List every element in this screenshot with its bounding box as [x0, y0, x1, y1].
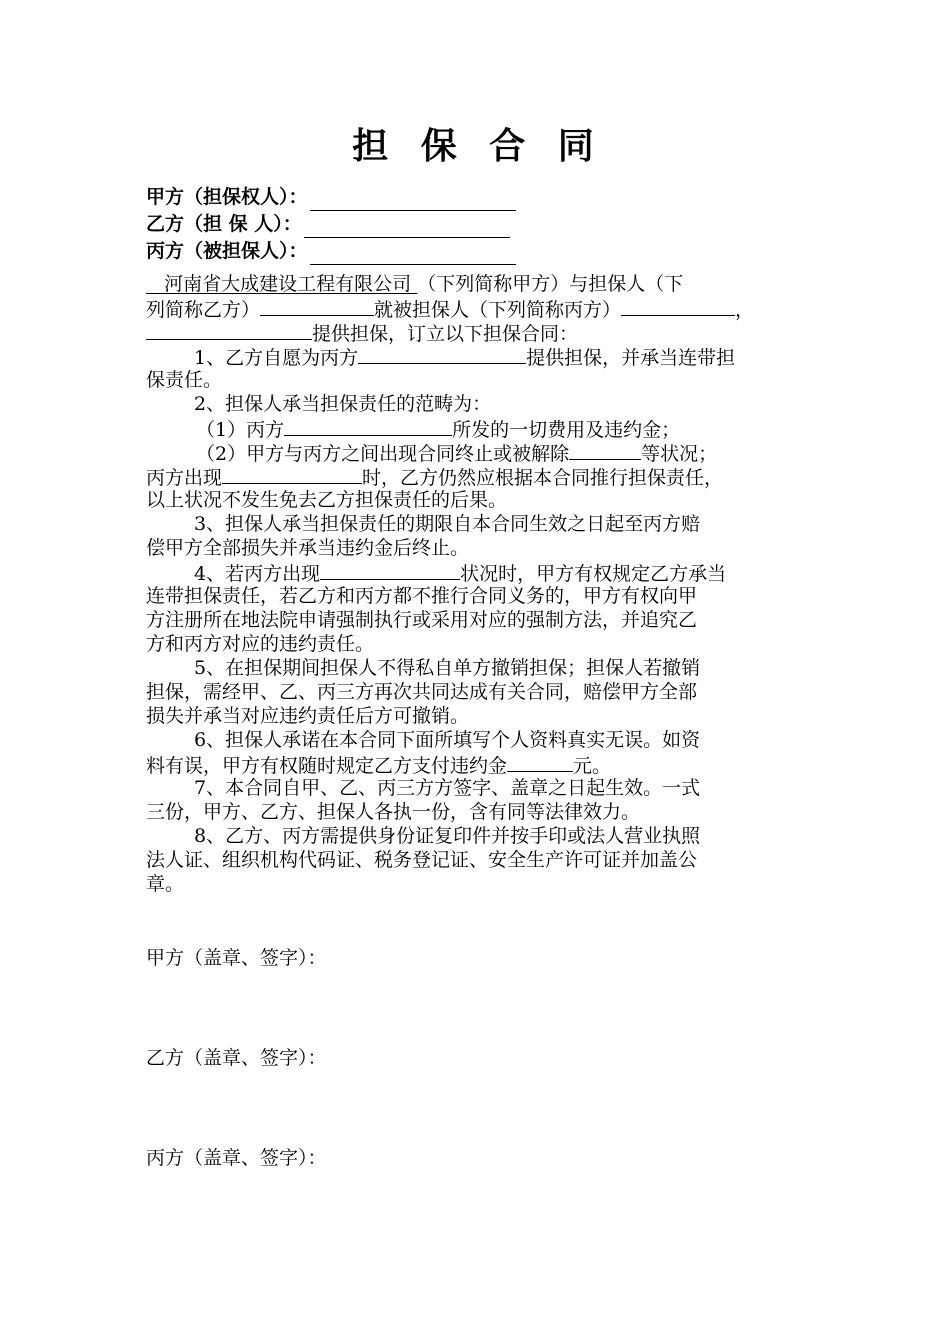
signature-party-c: 丙方（盖章、签字）：: [146, 1147, 327, 1169]
clause-6-blank: [507, 752, 573, 772]
intro-blank-1: [260, 296, 374, 316]
party-c-blank: [310, 242, 516, 265]
intro-blank-2: [621, 296, 735, 316]
party-list: [146, 184, 810, 265]
clause-7-line-2: 三份，甲方、乙方、担保人各执一份，含有同等法律效力。: [146, 801, 641, 823]
signature-party-a: 甲方（盖章、签字）：: [146, 947, 327, 969]
clause-8-line-2: 法人证、组织机构代码证、税务登记证、安全生产许可证并加盖公: [146, 849, 698, 871]
party-c-label: 丙方（被担保人）：: [146, 240, 308, 262]
party-a-label: 甲方（担保权人）：: [146, 186, 308, 208]
clause-8-line-1: 8、乙方、丙方需提供身份证复印件并按手印或法人营业执照: [194, 825, 701, 847]
party-a-blank: [310, 188, 516, 211]
intro-line-1: 河南省大成建设工程有限公司 （下列简称甲方）与担保人（下: [146, 272, 810, 296]
party-c-line: [146, 238, 810, 265]
document-title: 担 保 合 同: [352, 126, 604, 167]
clause-2-1-blank: [284, 416, 452, 436]
clause-5-line-1: 5、在担保期间担保人不得私自单方撤销担保；担保人若撤销: [194, 657, 701, 679]
clause-2-item-2: （2）甲方与丙方之间出现合同终止或被解除 等状况；: [146, 440, 810, 464]
party-b-blank: [304, 215, 510, 238]
intro-blank-3: [146, 320, 312, 340]
clause-2-item-2-line-3: 以上状况不发生免去乙方担保责任的后果。: [146, 489, 508, 511]
intro-line-3: 提供担保，订立以下担保合同：: [146, 320, 810, 344]
signature-party-b: 乙方（盖章、签字）：: [146, 1047, 327, 1069]
clause-5-line-3: 损失并承当对应违约责任后方可撤销。: [146, 705, 470, 727]
clause-1-blank: [358, 344, 526, 364]
clause-4-line-4: 方和丙方对应的违约责任。: [146, 633, 375, 655]
clause-4-line-3: 方注册所在地法院申请强制执行或采用对应的强制方法，并追究乙: [146, 609, 698, 631]
clause-6-line-2: 料有误，甲方有权随时规定乙方支付违约金 元。: [146, 752, 810, 776]
clause-6-line-1: 6、担保人承诺在本合同下面所填写个人资料真实无误。如资: [194, 729, 701, 751]
clause-2-2-blank-1: [569, 440, 641, 460]
clause-1-line-2: 保责任。: [146, 369, 223, 391]
clause-4-blank: [320, 560, 460, 580]
clause-3-line-2: 偿甲方全部损失并承当违约金后终止。: [146, 537, 470, 559]
clause-3-line-1: 3、担保人承当担保责任的期限自本合同生效之日起至丙方赔: [194, 513, 701, 535]
clause-2-head: 2、担保人承当担保责任的范畴为：: [194, 393, 492, 415]
clause-1-line-1: 1、乙方自愿为丙方 提供担保，并承当连带担: [146, 344, 810, 368]
clause-4-line-2: 连带担保责任，若乙方和丙方都不推行合同义务的，甲方有权向甲: [146, 585, 698, 607]
clause-2-item-1: （1）丙方 所发的一切费用及违约金；: [146, 416, 810, 440]
party-b-label: 乙方（担 保 人）：: [146, 213, 302, 235]
clause-2-item-2-line-2: 丙方出现 时，乙方仍然应根据本合同推行担保责任，: [146, 464, 810, 488]
clause-4-line-1: 4、若丙方出现 状况时，甲方有权规定乙方承当: [146, 560, 810, 584]
party-b-line: [146, 211, 810, 238]
contract-body: [146, 272, 810, 896]
clause-2-2-blank-2: [222, 464, 362, 484]
party-a-line: [146, 184, 810, 211]
clause-7-line-1: 7、本合同自甲、乙、丙三方方签字、盖章之日起生效。一式: [194, 777, 701, 799]
clause-5-line-2: 担保，需经甲、乙、丙三方再次共同达成有关合同，赔偿甲方全部: [146, 681, 698, 703]
intro-line-2: 列简称乙方） 就被担保人（下列简称丙方） ，: [146, 296, 810, 320]
clause-8-line-3: 章。: [146, 873, 185, 895]
company-name: 河南省大成建设工程有限公司: [164, 273, 412, 295]
